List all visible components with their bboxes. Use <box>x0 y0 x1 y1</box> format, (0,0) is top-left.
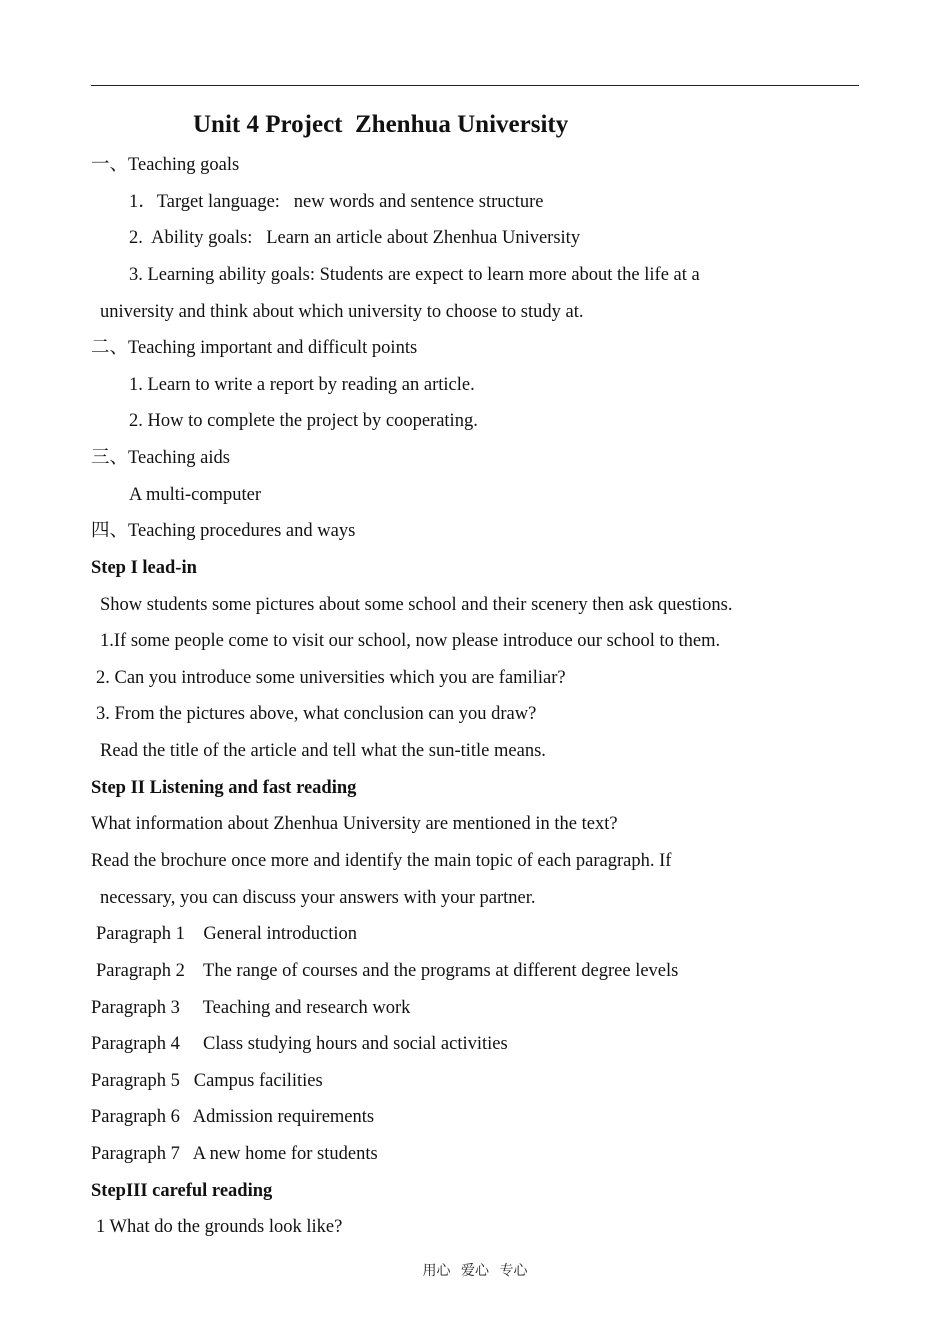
step-2-instruction: Read the brochure once more and identify the main topic of each paragraph. If <box>91 851 672 871</box>
paragraph-topic-1: Paragraph 1 General introduction <box>96 924 357 944</box>
step-1-title-task: Read the title of the article and tell what the sun-title means. <box>100 741 546 761</box>
step-2-heading: Step II Listening and fast reading <box>91 778 357 798</box>
step-2-question: What information about Zhenhua University are mentioned in the text? <box>91 814 618 834</box>
paragraph-topic-4: Paragraph 4 Class studying hours and social activities <box>91 1034 508 1054</box>
step-1-heading: Step I lead-in <box>91 558 197 578</box>
important-point-2: 2. How to complete the project by cooperating. <box>129 411 478 431</box>
paragraph-topic-5: Paragraph 5 Campus facilities <box>91 1071 323 1091</box>
section-heading-procedures: 四、Teaching procedures and ways <box>91 521 356 541</box>
section-heading-teaching-goals: 一、Teaching goals <box>91 155 240 175</box>
step-3-question-1: 1 What do the grounds look like? <box>96 1217 343 1237</box>
step-1-intro: Show students some pictures about some school and their scenery then ask questions. <box>100 595 733 615</box>
paragraph-topic-3: Paragraph 3 Teaching and research work <box>91 998 411 1018</box>
goal-learning-ability-continued: university and think about which university to choose to study at. <box>100 302 584 322</box>
teaching-aid-item: A multi-computer <box>129 485 262 505</box>
goal-target-language: 1．Target language: new words and sentence structure <box>129 192 544 212</box>
step-3-heading: StepIII careful reading <box>91 1181 273 1201</box>
document-title: Unit 4 Project Zhenhua University <box>193 111 569 138</box>
step-1-question-3: 3. From the pictures above, what conclusion can you draw? <box>96 704 537 724</box>
goal-learning-ability: 3. Learning ability goals: Students are expect to learn more about the life at a <box>129 265 700 285</box>
header-rule <box>91 85 859 86</box>
paragraph-topic-7: Paragraph 7 A new home for students <box>91 1144 378 1164</box>
paragraph-topic-6: Paragraph 6 Admission requirements <box>91 1107 375 1127</box>
section-heading-important-points: 二、Teaching important and difficult points <box>91 338 418 358</box>
page-footer: 用心 爱心 专心 <box>422 1264 528 1279</box>
paragraph-topic-2: Paragraph 2 The range of courses and the programs at different degree levels <box>96 961 679 981</box>
step-1-question-1: 1.If some people come to visit our school, now please introduce our school to them. <box>100 631 721 651</box>
goal-ability: 2. Ability goals: Learn an article about Zhenhua University <box>129 228 581 248</box>
step-2-instruction-continued: necessary, you can discuss your answers with your partner. <box>100 888 536 908</box>
section-heading-teaching-aids: 三、Teaching aids <box>91 448 230 468</box>
step-1-question-2: 2. Can you introduce some universities which you are familiar? <box>96 668 566 688</box>
important-point-1: 1. Learn to write a report by reading an article. <box>129 375 475 395</box>
